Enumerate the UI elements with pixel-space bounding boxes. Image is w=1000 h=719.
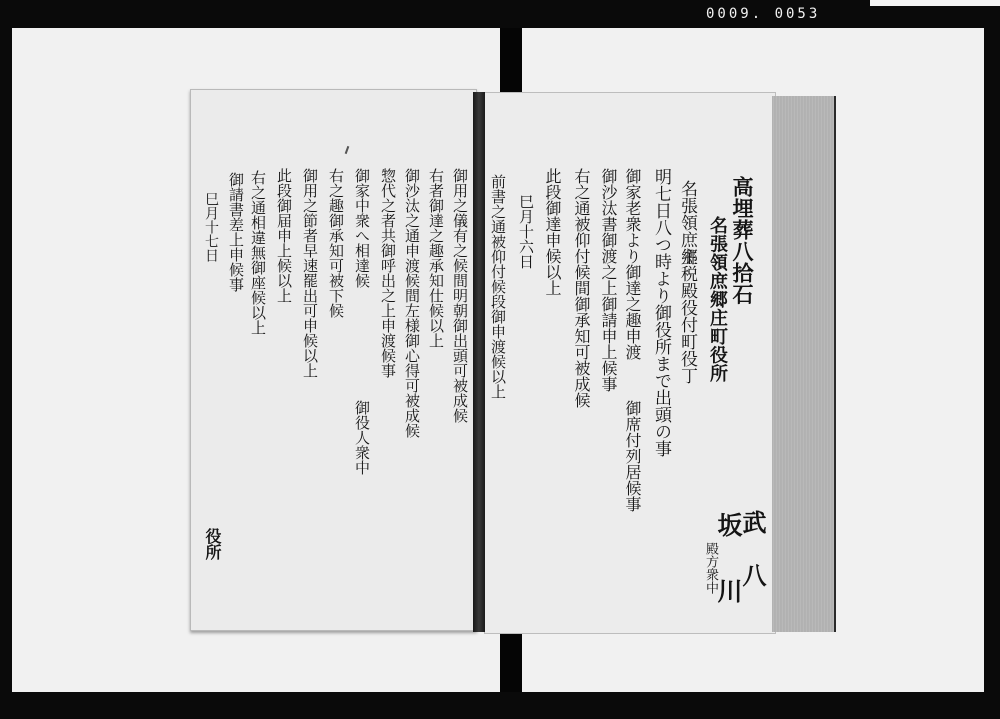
right-page-line-6: 御沙汰書御渡之上御請申上候事 — [599, 168, 618, 392]
left-page-line-7: 御用之節者早速罷出可申候以上 — [301, 168, 319, 378]
left-page-line-8: 此段御届申上候以上 — [275, 168, 293, 303]
right-page-line-4: 明七日八つ時より御役所まで出頭の事 — [651, 168, 671, 457]
left-page-line-9: 右之通相違無御座候以上 — [249, 170, 267, 335]
left-page-line-5a: 御家中衆へ相達候 — [353, 168, 371, 288]
left-page-line-3: 御沙汰之通申渡候間左様御心得可被成候 — [403, 168, 421, 438]
left-page-line-2: 右者御達之趣承知仕候以上 — [427, 168, 445, 348]
right-page-line-10: 前書之通被仰付候段御申渡候以上 — [489, 174, 507, 399]
frame-number: 0009. 0053 — [706, 6, 821, 22]
right-page-line-3b: 主税殿役付町役丁 — [677, 248, 697, 384]
film-corner-tab — [870, 0, 1000, 6]
right-page-line-5a: 御家老衆より御達之趣申渡 — [623, 168, 642, 360]
left-page-line-5b: 御役人衆中 — [353, 400, 371, 475]
left-page-line-1: 御用之儀有之候間明朝御出頭可被成候 — [451, 168, 469, 423]
signature-note: 殿方衆中 — [703, 542, 718, 594]
signature-surname: 坂 川 — [714, 512, 743, 609]
left-page-line-10: 御請書差上申候事 — [227, 172, 245, 292]
left-page-line-4: 惣代之者共御呼出之上申渡候事 — [379, 168, 397, 378]
right-page-line-8: 此段御達申候以上 — [543, 168, 562, 296]
right-page-subtitle: 名張領庶郷庄町役所 — [707, 216, 728, 383]
left-page-date: 巳月十七日 — [203, 192, 219, 262]
left-page-office-name: 役所 — [203, 528, 222, 560]
right-page-line-3a: 名張領庶郷 — [677, 180, 697, 265]
page-edges — [772, 96, 836, 632]
right-page-title: 高埋葬八拾石 — [730, 176, 755, 305]
left-page-line-6: 右之趣御承知可被下候 — [327, 168, 345, 318]
right-page-line-7: 右之通被仰付候間御承知可被成候 — [572, 168, 591, 408]
book-spine — [473, 92, 485, 632]
right-page-date: 巳月十六日 — [517, 194, 535, 269]
signature-given-name: 武 八 — [738, 510, 767, 587]
right-page-line-5b: 御席付列居候事 — [623, 400, 642, 512]
